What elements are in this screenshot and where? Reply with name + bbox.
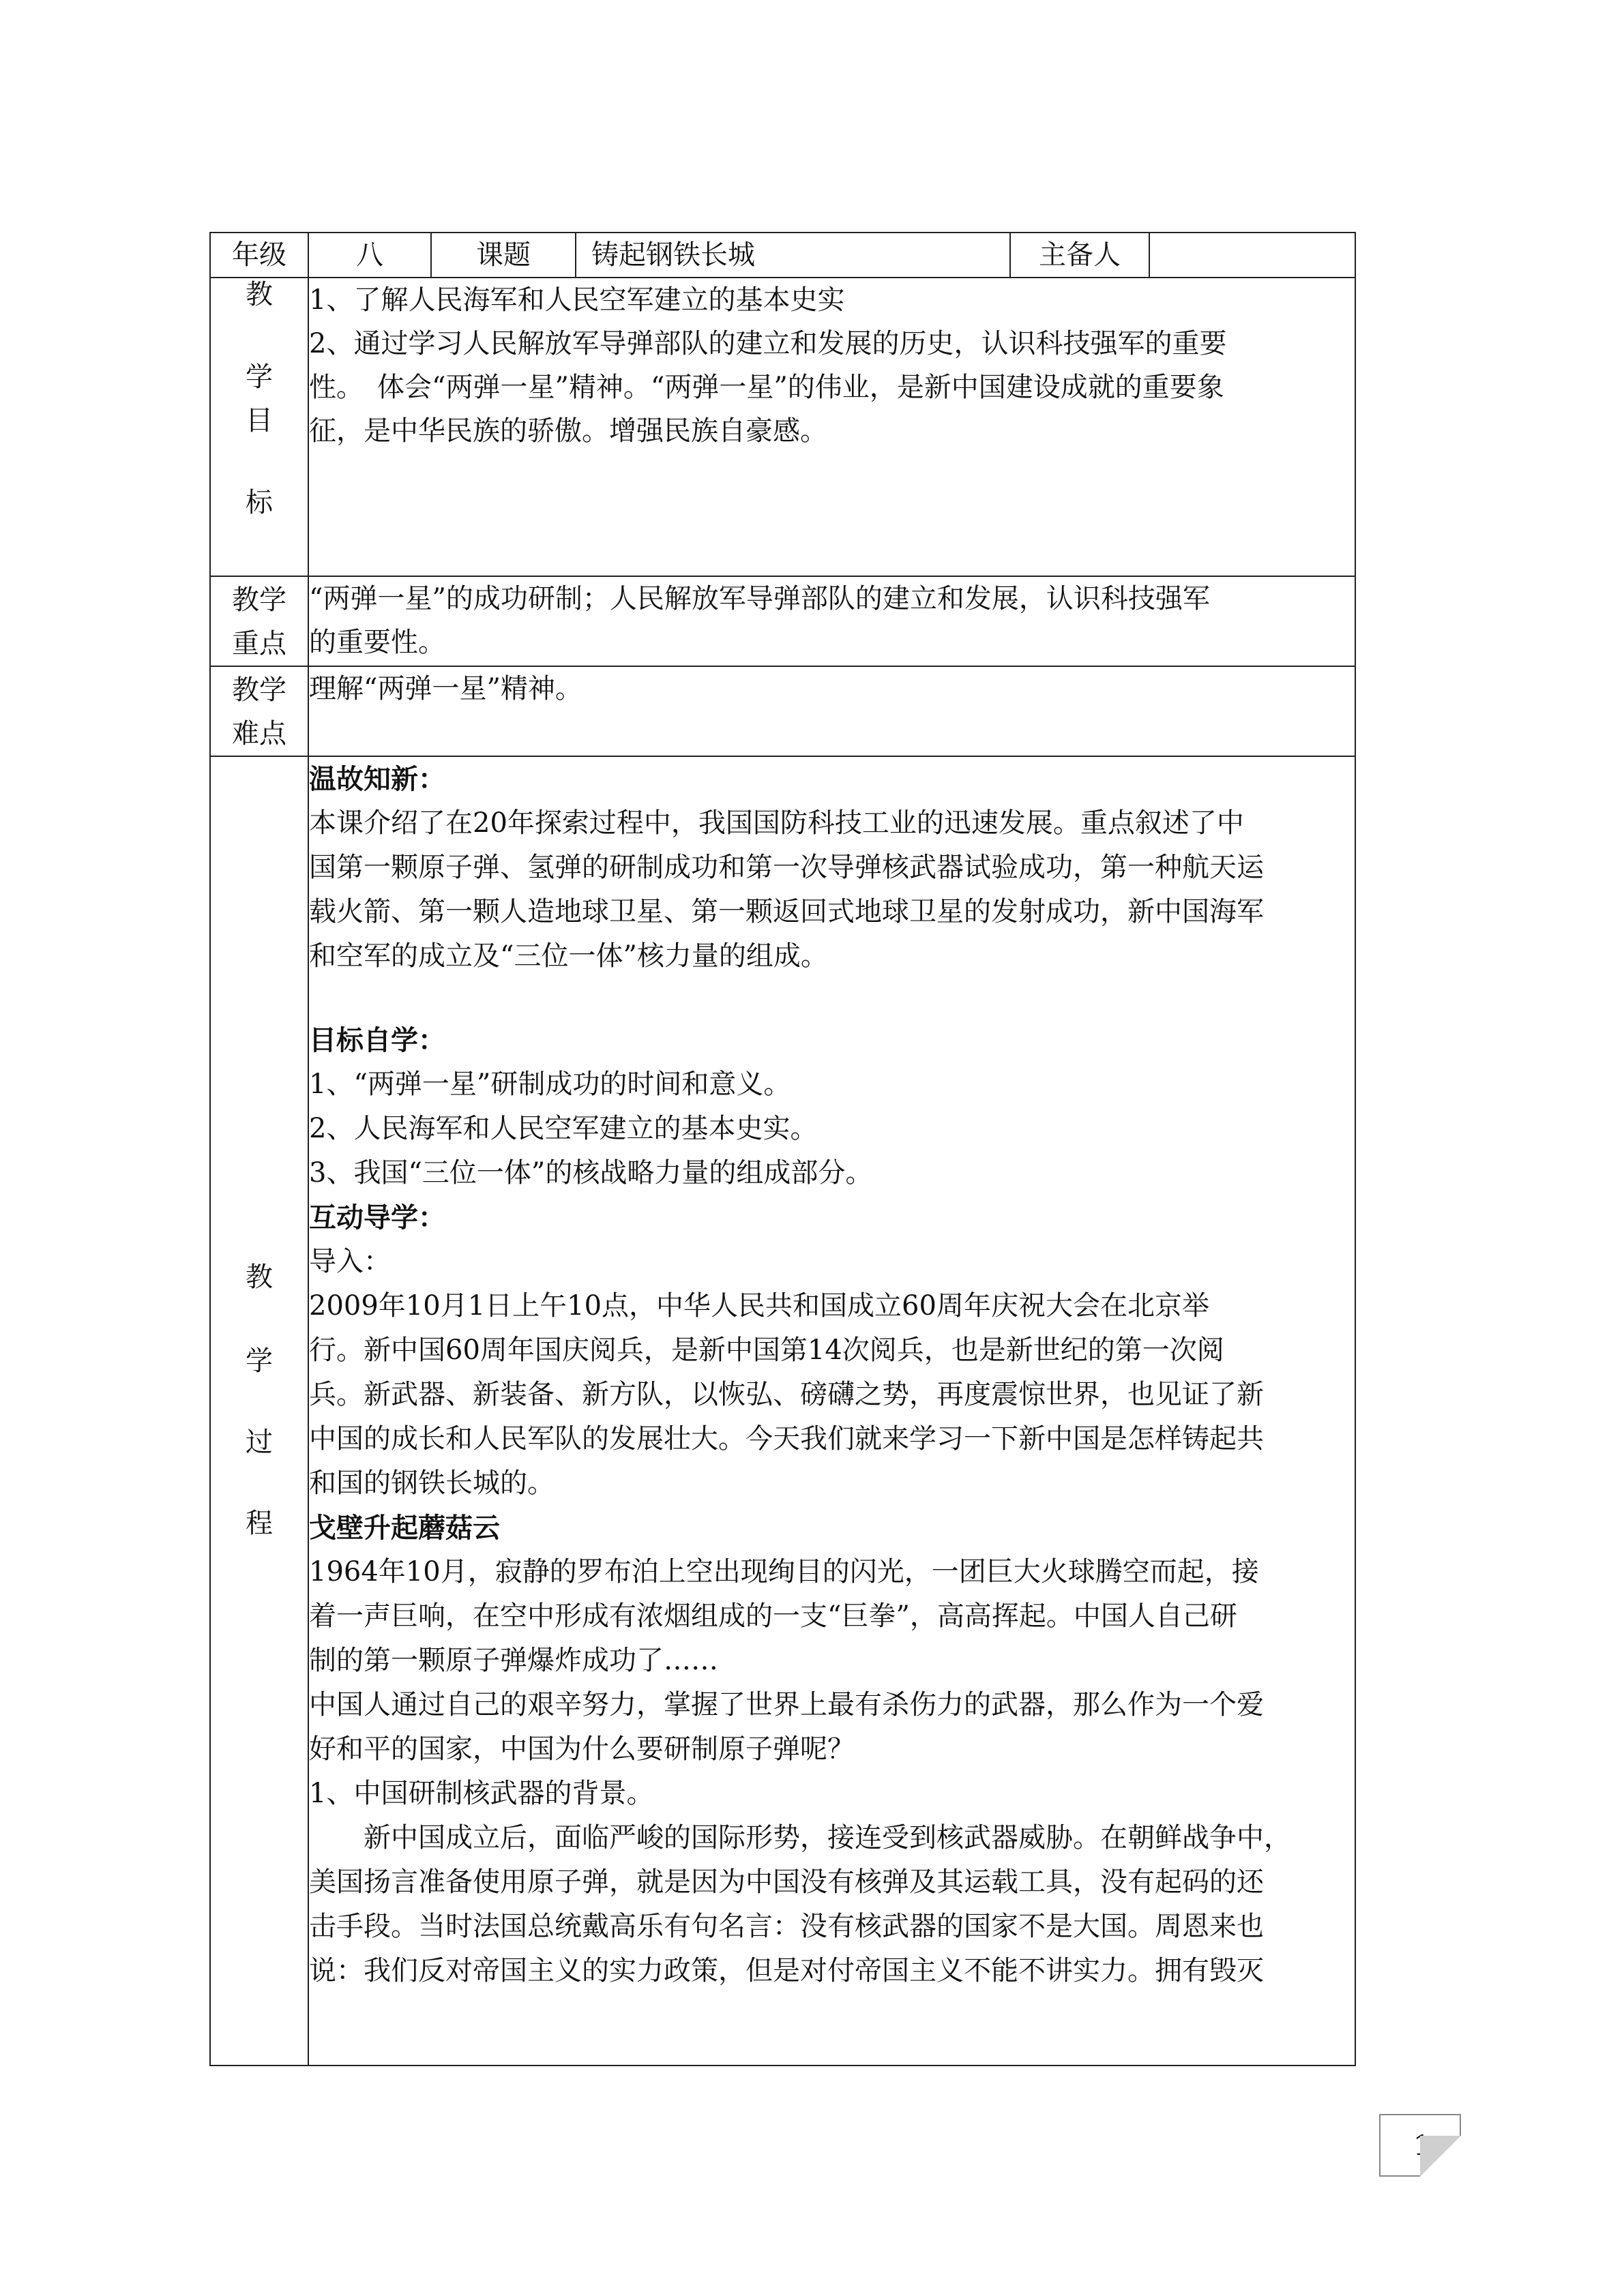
difficulties-row <box>210 666 1355 756</box>
header-row <box>210 233 1355 278</box>
self-study-heading: 目标自学： <box>309 1024 445 1056</box>
page-corner-fold-icon <box>1420 2136 1461 2177</box>
topic-value: 铸起钢铁长城 <box>576 233 1010 278</box>
page-number-badge <box>1379 2114 1461 2177</box>
lesson-plan-table <box>209 232 1356 2066</box>
interactive-heading: 互动导学： <box>309 1202 445 1234</box>
author-value <box>1149 233 1355 278</box>
process-content: 温故知新： 本课介绍了在20年探索过程中，我国国防科技工业的迅速发展。重点叙述了中 国第一颗原子弹、氢弹的研制成功和第一次导弹核武器试验成功，第一种航天运 载火箭、第一颗人造地球卫星、第一颗返回式地球卫星的发射成功，新中国海军 和空军的成立及“三位一体”核力量的组成。 目标自学： 1、“两弹一星”研制成功的时间和意义。 2、人民海军和人民空军建立的基本史实。 3、我国“三位一体”的核战略力量的组成部分。 互动导学： 导入： 2009年10月1日上午10点，中华人民共和国成立60周年庆祝大会在北京举 行。新中国60周年国庆阅兵，是新中国第14次阅兵，也是新世纪的第一次阅 兵。新武器、新装备、新方队，以恢弘、磅礴之势，再度震惊世界，也见证了新 中国的成长和人民军队的发展壮大。今天我们就来学习一下新中国是怎样铸起共 和国的钢铁长城的。 戈壁升起蘑菇云 1964年10月，寂静的罗布泊上空出现绚目的闪光，一团巨大火球腾空而起，接 着一声巨响，在空中形成有浓烟组成的一支“巨拳”，高高挥起。中国人自己研 制的第一颗原子弹爆炸成功了…… 中国人通过自己的艰辛努力，掌握了世界上最有杀伤力的武器，那么作为一个爱 好和平的国家，中国为什么要研制原子弹呢？ 1、中国研制核武器的背景。 新中国成立后，面临严峻的国际形势，接连受到核武器威胁。在朝鲜战争中， 美国扬言准备使用原子弹，就是因为中国没有核弹及其运载工具，没有起码的还 击手段。当时法国总统戴高乐有句名言：没有核武器的国家不是大国。周恩来也 说：我们反对帝国主义的实力政策，但是对付帝国主义不能不讲实力。拥有毁灭 <box>308 756 1355 2066</box>
objectives-content: 1、了解人民海军和人民空军建立的基本史实 2、通过学习人民解放军导弹部队的建立和发展的历史，认识科技强军的重要 性。 体会“两弹一星”精神。“两弹一星”的伟业，是新中国建设成就的重要象 征，是中华民族的骄傲。增强民族自豪感。 <box>308 278 1355 576</box>
author-label: 主备人 <box>1010 233 1149 278</box>
section-heading: 戈壁升起蘑菇云 <box>309 1512 500 1544</box>
key-points-content: “两弹一星”的成功研制；人民解放军导弹部队的建立和发展，认识科技强军 的重要性。 <box>308 576 1355 666</box>
process-label: 教 学 过 程 <box>210 756 308 2066</box>
key-points-label: 教学 重点 <box>210 576 308 666</box>
process-row <box>210 756 1355 2066</box>
spacer <box>309 979 1355 1018</box>
topic-label: 课题 <box>431 233 576 278</box>
grade-value: 八 <box>308 233 431 278</box>
objectives-label: 教 学 目 标 <box>210 278 308 576</box>
objectives-row <box>210 278 1355 576</box>
grade-label: 年级 <box>210 233 308 278</box>
key-points-row <box>210 576 1355 666</box>
review-heading: 温故知新： <box>309 763 445 795</box>
difficulties-label: 教学 难点 <box>210 666 308 756</box>
page-number: 1 <box>1413 2130 1431 2162</box>
difficulties-content: 理解“两弹一星”精神。 <box>308 666 1355 756</box>
